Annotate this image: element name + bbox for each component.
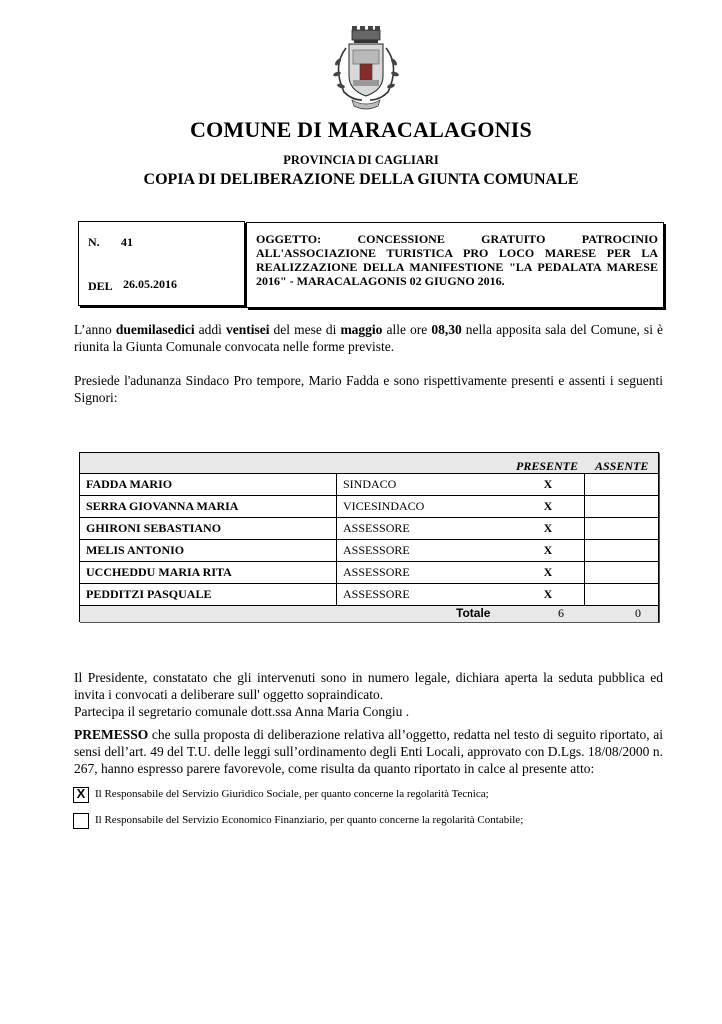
date-label: DEL [88, 279, 113, 293]
total-absent: 0 [635, 606, 641, 620]
present-mark: X [543, 565, 553, 579]
time-text: 08,30 [431, 322, 462, 337]
premesso-label: PREMESSO [74, 727, 149, 742]
member-name: GHIRONI SEBASTIANO [86, 521, 222, 535]
member-role: SINDACO [343, 477, 397, 491]
member-name: FADDA MARIO [86, 477, 173, 491]
quorum-paragraph: Il Presidente, constatato che gli intervenuti sono in numero legale, dichiara aperta la seduta pubblica ed invita i convocati a deliberare sull' oggetto sopraindicato. [74, 670, 663, 702]
presidency-paragraph: Presiede l'adunanza Sindaco Pro tempore, Mario Fadda e sono rispettivamente presenti e assenti i seguenti Signori: [74, 373, 663, 405]
accounting-approval-checkbox[interactable] [73, 813, 89, 829]
attendance-table [79, 452, 659, 622]
page-title: COMUNE DI MARACALAGONIS [190, 117, 532, 142]
column-divider [336, 474, 337, 495]
deliberation-number: 41 [121, 235, 133, 249]
day-text: ventisei [225, 322, 270, 337]
header-present: PRESENTE [516, 459, 579, 473]
table-row [80, 561, 658, 583]
column-divider [336, 518, 337, 539]
column-divider [584, 540, 585, 561]
table-row [80, 495, 658, 517]
present-mark: X [543, 543, 553, 557]
deliberation-number-box [78, 221, 245, 306]
member-role: VICESINDACO [343, 499, 425, 513]
present-mark: X [543, 499, 553, 513]
present-mark: X [543, 587, 553, 601]
member-role: ASSESSORE [343, 565, 410, 579]
member-role: ASSESSORE [343, 587, 410, 601]
column-divider [336, 496, 337, 517]
column-divider [336, 540, 337, 561]
absent-mark [588, 562, 658, 583]
document-subtitle: COPIA DI DELIBERAZIONE DELLA GIUNTA COMUNALE [143, 171, 579, 188]
premesso-paragraph [74, 726, 663, 777]
month-text: maggio [340, 322, 383, 337]
total-present: 6 [558, 606, 564, 620]
year-text: duemilasedici [115, 322, 195, 337]
number-label: N. [88, 235, 100, 249]
member-name: PEDDITZI PASQUALE [86, 587, 212, 601]
table-row [80, 583, 658, 605]
table-header [80, 453, 658, 473]
absent-mark [588, 584, 658, 605]
column-divider [584, 496, 585, 517]
table-row [80, 517, 658, 539]
column-divider [584, 518, 585, 539]
column-divider [336, 562, 337, 583]
accounting-approval-label: Il Responsabile del Servizio Economico Finanziario, per quanto concerne la regolarità Contabile; [95, 814, 524, 826]
present-mark: X [543, 521, 553, 535]
member-name: UCCHEDDU MARIA RITA [86, 565, 232, 579]
intro-text: alle ore [382, 322, 432, 337]
check-mark-icon: X [76, 786, 86, 801]
premesso-text: che sulla proposta di deliberazione relativa all’oggetto, redatta nel testo di seguito riportato, ai sensi dell’art. 49 del T.U. delle leggi sull’ordinamento degli Enti Locali, approvato con D.Lgs. 18/08/2000 n. 267, hanno espresso parere favorevole, come risulta da quanto riportato in calce al presente atto: [74, 727, 663, 776]
present-mark: X [543, 477, 553, 491]
absent-mark [588, 518, 658, 539]
intro-text: nella apposita sala del Comune, si è riunita la Giunta Comunale convocata nelle forme previste. [74, 322, 663, 354]
technical-approval-label: Il Responsabile del Servizio Giuridico Sociale, per quanto concerne la regolarità Tecnica; [95, 788, 489, 800]
column-divider [584, 474, 585, 495]
intro-text: addì [194, 322, 226, 337]
secretary-paragraph: Partecipa il segretario comunale dott.ssa Anna Maria Congiu . [74, 704, 410, 719]
total-label: Totale [456, 606, 491, 620]
column-divider [584, 562, 585, 583]
oggetto-box [246, 222, 664, 308]
member-role: ASSESSORE [343, 543, 410, 557]
technical-approval-checkbox[interactable] [73, 787, 89, 803]
column-divider [584, 584, 585, 605]
table-row [80, 539, 658, 561]
table-row [80, 473, 658, 495]
deliberation-date: 26.05.2016 [123, 277, 177, 291]
oggetto-text: OGGETTO: CONCESSIONE GRATUITO PATROCINIO ALL'ASSOCIAZIONE TURISTICA PRO LOCO MARESE PER LA REALIZZAZIONE DELLA MANIFESTIONE "LA PEDALATA MARESE 2016" - MARACALAGONIS 02 GIUGNO 2016. [256, 232, 658, 288]
intro-paragraph [74, 321, 663, 355]
member-role: ASSESSORE [343, 521, 410, 535]
absent-mark [588, 496, 658, 517]
intro-text: L’anno [74, 322, 116, 337]
member-name: MELIS ANTONIO [86, 543, 185, 557]
intro-text: del mese di [269, 322, 341, 337]
member-name: SERRA GIOVANNA MARIA [86, 499, 239, 513]
column-divider [336, 584, 337, 605]
absent-mark [588, 474, 658, 495]
absent-mark [588, 540, 658, 561]
province-label: PROVINCIA DI CAGLIARI [283, 153, 439, 167]
header-absent: ASSENTE [595, 459, 649, 473]
total-row [80, 605, 658, 622]
municipal-crest-icon [326, 26, 406, 112]
